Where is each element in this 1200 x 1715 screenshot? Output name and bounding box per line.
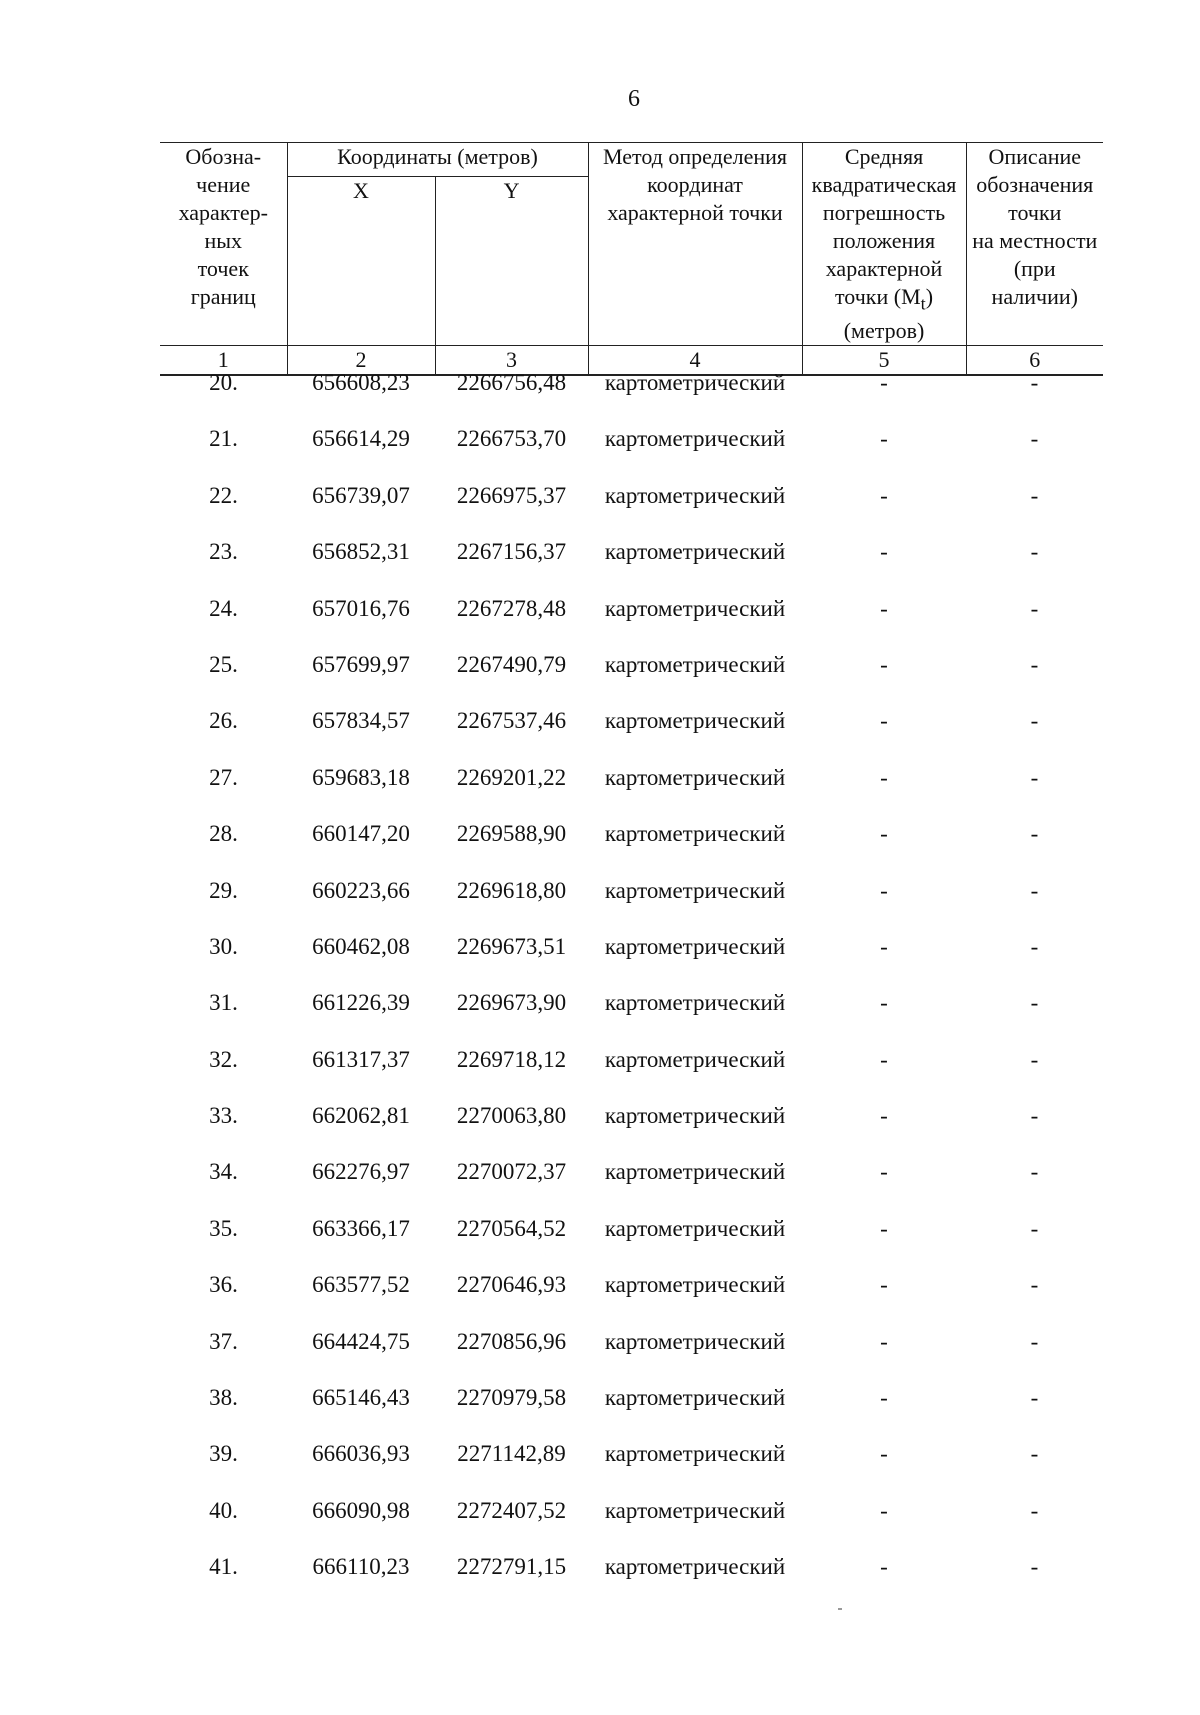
table-row bbox=[160, 537, 1103, 593]
cell-point-number: 23. bbox=[209, 539, 238, 565]
table-row bbox=[160, 988, 1103, 1044]
table-row bbox=[160, 1439, 1103, 1495]
cell-method: картометрический bbox=[604, 426, 786, 452]
cell-method: картометрический bbox=[604, 1441, 786, 1467]
cell-point-number: 26. bbox=[209, 708, 238, 734]
table-row bbox=[160, 1327, 1103, 1383]
cell-description: - bbox=[1030, 933, 1039, 959]
cell-error: - bbox=[880, 1441, 888, 1467]
table-row bbox=[160, 1101, 1103, 1157]
column-number-3: 3 bbox=[435, 346, 588, 376]
cell-description: - bbox=[1030, 877, 1039, 903]
cell-point-number: 32. bbox=[209, 1046, 238, 1072]
cell-coord-x: 656614,29 bbox=[312, 426, 410, 452]
cell-method: картометрический bbox=[604, 1554, 786, 1580]
cell-coord-x: 661226,39 bbox=[312, 990, 410, 1016]
cell-coord-x: 666036,93 bbox=[312, 1441, 410, 1467]
cell-description: - bbox=[1030, 1046, 1039, 1072]
cell-point-number: 22. bbox=[209, 482, 238, 508]
cell-description: - bbox=[1030, 370, 1039, 395]
table-row bbox=[160, 1270, 1103, 1326]
table-row bbox=[160, 1214, 1103, 1270]
cell-description: - bbox=[1030, 1497, 1039, 1523]
cell-point-number: 27. bbox=[209, 764, 238, 790]
cell-coord-y: 2266753,70 bbox=[456, 426, 567, 452]
cell-coord-x: 656852,31 bbox=[312, 539, 410, 565]
cell-coord-x: 663577,52 bbox=[312, 1272, 410, 1298]
cell-error: - bbox=[880, 1272, 888, 1298]
cell-point-number: 25. bbox=[209, 651, 238, 677]
cell-error: - bbox=[880, 1103, 888, 1129]
cell-error: - bbox=[880, 539, 888, 565]
cell-point-number: 31. bbox=[209, 990, 238, 1016]
cell-error: - bbox=[880, 933, 888, 959]
cell-description: - bbox=[1030, 426, 1039, 452]
cell-coord-x: 664424,75 bbox=[312, 1328, 410, 1354]
cell-coord-x: 656608,23 bbox=[312, 370, 410, 395]
cell-point-number: 20. bbox=[209, 370, 238, 395]
cell-error: - bbox=[880, 877, 888, 903]
cell-description: - bbox=[1030, 539, 1039, 565]
column-number-4: 4 bbox=[588, 346, 802, 376]
cell-method: картометрический bbox=[604, 482, 786, 508]
cell-coord-y: 2266756,48 bbox=[456, 370, 567, 395]
cell-point-number: 40. bbox=[209, 1497, 238, 1523]
cell-method: картометрический bbox=[604, 595, 786, 621]
cell-description: - bbox=[1030, 1554, 1039, 1580]
cell-coord-x: 657016,76 bbox=[312, 595, 410, 621]
page-number: 6 bbox=[628, 86, 640, 112]
header-x: X bbox=[287, 177, 435, 346]
cell-error: - bbox=[880, 1385, 888, 1411]
cell-coord-y: 2270646,93 bbox=[456, 1272, 567, 1298]
cell-description: - bbox=[1030, 1441, 1039, 1467]
table-row bbox=[160, 1552, 1103, 1608]
cell-coord-y: 2269201,22 bbox=[456, 764, 567, 790]
cell-error: - bbox=[880, 764, 888, 790]
cell-coord-x: 659683,18 bbox=[312, 764, 410, 790]
column-number-5: 5 bbox=[802, 346, 966, 376]
cell-coord-y: 2267490,79 bbox=[456, 651, 567, 677]
table-row bbox=[160, 932, 1103, 988]
cell-coord-y: 2271142,89 bbox=[457, 1441, 566, 1467]
cell-coord-x: 666110,23 bbox=[312, 1554, 410, 1580]
cell-method: картометрический bbox=[604, 933, 786, 959]
cell-coord-x: 663366,17 bbox=[312, 1215, 410, 1241]
cell-error: - bbox=[880, 708, 888, 734]
cell-error: - bbox=[880, 426, 888, 452]
cell-point-number: 39. bbox=[209, 1441, 238, 1467]
coordinates-table-header bbox=[160, 142, 1103, 376]
cell-error: - bbox=[880, 595, 888, 621]
cell-description: - bbox=[1030, 708, 1039, 734]
header-point-description: Описание обозначения точки на местности (при наличии) bbox=[966, 143, 1103, 346]
cell-method: картометрический bbox=[604, 1103, 786, 1129]
cell-method: картометрический bbox=[604, 821, 786, 847]
cell-point-number: 30. bbox=[209, 933, 238, 959]
cell-method: картометрический bbox=[604, 1328, 786, 1354]
cell-point-number: 24. bbox=[209, 595, 238, 621]
cell-coord-x: 665146,43 bbox=[312, 1385, 410, 1411]
table-row bbox=[160, 481, 1103, 537]
column-number-2: 2 bbox=[287, 346, 435, 376]
column-number-1: 1 bbox=[160, 346, 287, 376]
cell-coord-y: 2267537,46 bbox=[456, 708, 567, 734]
cell-method: картометрический bbox=[604, 1159, 786, 1185]
cell-coord-y: 2267278,48 bbox=[456, 595, 567, 621]
cell-error: - bbox=[880, 482, 888, 508]
cell-description: - bbox=[1030, 482, 1039, 508]
cell-coord-y: 2269673,51 bbox=[456, 933, 567, 959]
cell-description: - bbox=[1030, 1159, 1039, 1185]
cell-coord-y: 2269718,12 bbox=[456, 1046, 567, 1072]
cell-error: - bbox=[880, 1215, 888, 1241]
table-row bbox=[160, 1045, 1103, 1101]
cell-coord-y: 2266975,37 bbox=[456, 482, 567, 508]
cell-point-number: 21. bbox=[209, 426, 238, 452]
table-row bbox=[160, 819, 1103, 875]
cell-method: картометрический bbox=[604, 877, 786, 903]
cell-point-number: 37. bbox=[209, 1328, 238, 1354]
cell-coord-y: 2272407,52 bbox=[456, 1497, 567, 1523]
cell-coord-y: 2270072,37 bbox=[456, 1159, 567, 1185]
cell-coord-y: 2270856,96 bbox=[456, 1328, 567, 1354]
cell-coord-y: 2270063,80 bbox=[456, 1103, 567, 1129]
cell-description: - bbox=[1030, 1328, 1039, 1354]
cell-description: - bbox=[1030, 1272, 1039, 1298]
cell-coord-y: 2269618,80 bbox=[456, 877, 567, 903]
cell-method: картометрический bbox=[604, 990, 786, 1016]
cell-error: - bbox=[880, 1046, 888, 1072]
cell-coord-x: 666090,98 bbox=[312, 1497, 410, 1523]
cell-error: - bbox=[880, 1554, 888, 1580]
cell-method: картометрический bbox=[604, 539, 786, 565]
cell-coord-y: 2272791,15 bbox=[456, 1554, 567, 1580]
cell-method: картометрический bbox=[604, 651, 786, 677]
cell-coord-x: 657699,97 bbox=[312, 651, 410, 677]
cell-point-number: 33. bbox=[209, 1103, 238, 1129]
coordinates-table-body bbox=[160, 368, 1103, 1609]
cell-error: - bbox=[880, 1159, 888, 1185]
cell-method: картометрический bbox=[604, 1385, 786, 1411]
cell-error: - bbox=[880, 821, 888, 847]
cell-coord-y: 2267156,37 bbox=[456, 539, 567, 565]
cell-point-number: 41. bbox=[209, 1554, 238, 1580]
cell-description: - bbox=[1030, 651, 1039, 677]
cell-coord-x: 662062,81 bbox=[312, 1103, 410, 1129]
cell-description: - bbox=[1030, 821, 1039, 847]
scan-speck bbox=[838, 1608, 842, 1610]
cell-coord-x: 657834,57 bbox=[312, 708, 410, 734]
cell-description: - bbox=[1030, 1385, 1039, 1411]
cell-method: картометрический bbox=[604, 1497, 786, 1523]
cell-point-number: 38. bbox=[209, 1385, 238, 1411]
cell-description: - bbox=[1030, 595, 1039, 621]
cell-error: - bbox=[880, 370, 888, 395]
cell-method: картометрический bbox=[604, 370, 786, 395]
cell-point-number: 35. bbox=[209, 1215, 238, 1241]
table-row bbox=[160, 368, 1103, 424]
table-row bbox=[160, 594, 1103, 650]
cell-coord-y: 2269673,90 bbox=[456, 990, 567, 1016]
table-row bbox=[160, 763, 1103, 819]
cell-coord-y: 2270979,58 bbox=[456, 1385, 567, 1411]
cell-point-number: 36. bbox=[209, 1272, 238, 1298]
cell-description: - bbox=[1030, 764, 1039, 790]
header-mean-square-error: Средняя квадратическая погрешность положения характерной точки $(M_t)$ (метров) bbox=[802, 143, 966, 346]
table-row bbox=[160, 706, 1103, 762]
cell-coord-x: 662276,97 bbox=[312, 1159, 410, 1185]
cell-coord-x: 660147,20 bbox=[312, 821, 410, 847]
table-row bbox=[160, 1496, 1103, 1552]
cell-coord-x: 656739,07 bbox=[312, 482, 410, 508]
header-y: Y bbox=[435, 177, 588, 346]
cell-error: - bbox=[880, 1497, 888, 1523]
header-method: Метод определения координат характерной точки bbox=[588, 143, 802, 346]
table-row bbox=[160, 650, 1103, 706]
cell-description: - bbox=[1030, 1103, 1039, 1129]
table-row bbox=[160, 1383, 1103, 1439]
cell-point-number: 28. bbox=[209, 821, 238, 847]
cell-coord-y: 2269588,90 bbox=[456, 821, 567, 847]
cell-method: картометрический bbox=[604, 708, 786, 734]
cell-coord-x: 661317,37 bbox=[312, 1046, 410, 1072]
table-row bbox=[160, 424, 1103, 480]
cell-error: - bbox=[880, 990, 888, 1016]
cell-coord-x: 660223,66 bbox=[312, 877, 410, 903]
table-row bbox=[160, 1157, 1103, 1213]
cell-error: - bbox=[880, 1328, 888, 1354]
table-row bbox=[160, 876, 1103, 932]
cell-coord-y: 2270564,52 bbox=[456, 1215, 567, 1241]
header-point-designation: Обозна- чение характер- ных точек границ bbox=[160, 143, 287, 346]
cell-point-number: 34. bbox=[209, 1159, 238, 1185]
cell-method: картометрический bbox=[604, 1272, 786, 1298]
cell-description: - bbox=[1030, 990, 1039, 1016]
cell-method: картометрический bbox=[604, 764, 786, 790]
cell-method: картометрический bbox=[604, 1046, 786, 1072]
header-coordinates-group: Координаты (метров) bbox=[287, 143, 588, 177]
cell-description: - bbox=[1030, 1215, 1039, 1241]
cell-coord-x: 660462,08 bbox=[312, 933, 410, 959]
column-number-6: 6 bbox=[966, 346, 1103, 376]
cell-point-number: 29. bbox=[209, 877, 238, 903]
cell-error: - bbox=[880, 651, 888, 677]
cell-method: картометрический bbox=[604, 1215, 786, 1241]
